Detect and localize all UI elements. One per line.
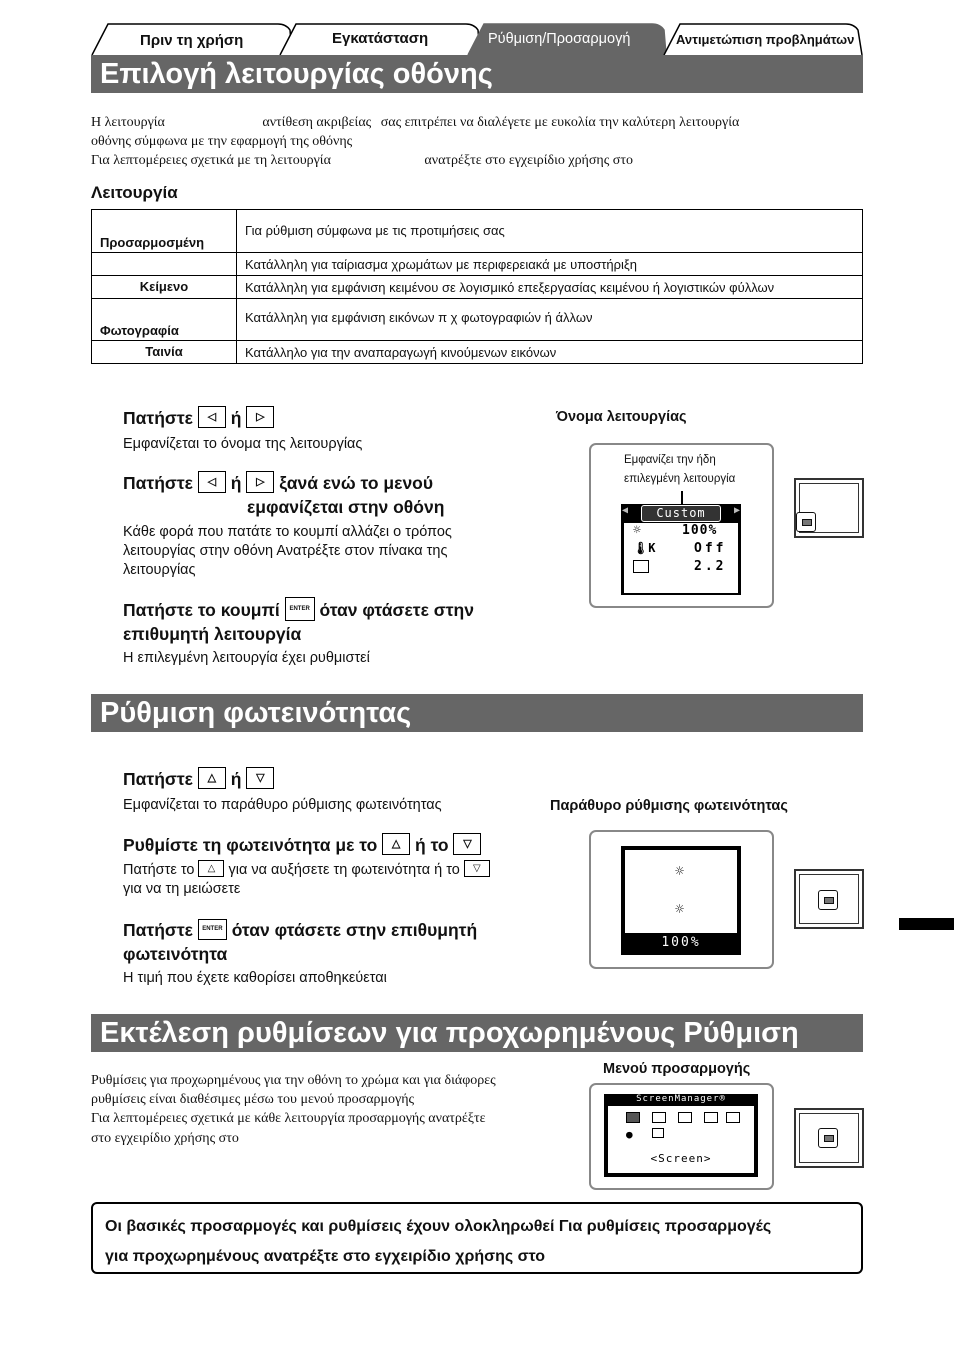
figure-label-mode-name: Όνομα λειτουργίας <box>556 409 687 425</box>
step3-desc: Η τιμή που έχετε καθορίσει αποθηκεύεται <box>123 970 387 986</box>
mode-name <box>92 253 237 276</box>
gamma-icon <box>633 560 649 573</box>
section-title-advanced: Εκτέλεση ρυθμίσεων για προχωρημένους Ρύθμιση <box>91 1014 863 1052</box>
temperature-icon: 🌡K <box>633 541 656 555</box>
osd-selected-item: <Screen> <box>650 1152 712 1165</box>
osd-note-2: επιλεγμένη λειτουργία <box>624 473 736 485</box>
step2-desc-1: Κάθε φορά που πατάτε το κουμπί αλλάζει ο τρόπος <box>123 524 452 540</box>
mode-description: Για ρύθμιση σύμφωνα με τις προτιμήσεις σας <box>237 210 863 253</box>
figure-label-adjustment-menu: Μενού προσαρμογής <box>603 1061 751 1077</box>
osd-mode-screen <box>621 504 741 595</box>
mode-name: Φωτογραφία <box>92 299 237 341</box>
enter-button-icon <box>818 1128 838 1148</box>
table-row <box>92 299 863 341</box>
osd-temperature-value: Off <box>694 541 727 556</box>
step-text: ή <box>230 408 242 428</box>
step-text: ξανά ενώ το μενού <box>279 473 434 493</box>
down-key-icon: ▽ <box>453 833 481 855</box>
step-text: Πατήστε <box>123 920 193 940</box>
figure-label-brightness-window: Παράθυρο ρύθμισης φωτεινότητας <box>550 798 788 814</box>
section-marker <box>899 918 954 930</box>
intro-line-3 <box>91 151 633 170</box>
step2-title <box>123 472 433 495</box>
intro-line-1 <box>91 113 739 132</box>
step-text: Πατήστε <box>123 473 193 493</box>
step-text: Πατήστε το κουμπί <box>123 600 280 620</box>
mode-table <box>91 209 863 364</box>
intro-text: Η λειτουργία <box>91 115 165 130</box>
step2-desc-2: για να τη μειώσετε <box>123 881 241 897</box>
left-key-icon: ◁ <box>198 471 226 493</box>
step2-desc-2: λειτουργίας στην οθόνη Ανατρέξτε στον πίνακα της <box>123 543 448 559</box>
screen-icon <box>626 1112 640 1123</box>
intro-text: σας επιτρέπει να διαλέγετε με ευκολία την καλύτερη λειτουργία <box>380 115 740 130</box>
note-line-1: Οι βασικές προσαρμογές και ρυθμίσεις έχουν ολοκληρωθεί Για ρυθμίσεις προσαρμογές <box>105 1218 772 1235</box>
tab-before-use[interactable]: Πριν τη χρήση <box>140 32 244 49</box>
osd-right-arrow-icon: ▶ <box>733 505 740 516</box>
tab-settings-adjustment[interactable]: Ρύθμιση/Προσαρμογή <box>488 31 631 47</box>
osd-brightness-value: 100% <box>682 523 718 538</box>
step-text: Ρυθμίστε τη φωτεινότητα με το <box>123 835 378 855</box>
powersave-icon <box>678 1112 692 1123</box>
osd-brightness-value: 100% <box>661 935 701 950</box>
step-text: για να αυξήσετε τη φωτεινότητα ή το <box>228 862 460 878</box>
step3-title-line2: επιθυμητή λειτουργία <box>123 624 302 644</box>
mode-name: Προσαρμοσμένη <box>92 210 237 253</box>
step-text: Πατήστε <box>123 769 193 789</box>
step-text: ή <box>230 473 242 493</box>
brightness-area <box>625 850 737 933</box>
control-button-icon <box>818 890 838 910</box>
osd-mode-name: Custom <box>641 505 721 522</box>
tab-installation[interactable]: Εγκατάσταση <box>332 30 429 47</box>
intro-text: ανατρέξτε στο εγχειρίδιο χρήσης στο <box>424 153 633 168</box>
mode-name: Κείμενο <box>92 276 237 299</box>
brightness-panel <box>589 830 774 969</box>
adjustment-panel <box>589 1083 774 1190</box>
mode-button-icon <box>796 512 816 532</box>
step2-desc-1 <box>123 861 490 880</box>
language-icon: ● <box>626 1128 633 1141</box>
table-row <box>92 210 863 253</box>
table-row <box>92 276 863 299</box>
step3-title <box>123 919 477 942</box>
intro-text: Για λεπτομέρειες σχετικά με τη λειτουργία <box>91 153 331 168</box>
table-row <box>92 341 863 364</box>
osd-screenmanager <box>604 1094 758 1177</box>
step3-title <box>123 599 474 623</box>
up-key-icon: △ <box>382 833 410 855</box>
step2-title-line2: εμφανίζεται στην οθόνη <box>247 497 445 517</box>
osd-panel <box>589 443 774 608</box>
advanced-para-1: Ρυθμίσεις για προχωρημένους για την οθόνη το χρώμα και για διάφορες <box>91 1073 496 1088</box>
step1-title <box>123 768 274 791</box>
brightness-icon: ☼ <box>675 862 685 880</box>
right-key-icon: ▷ <box>246 471 274 493</box>
osd-title: ScreenManager® <box>636 1094 726 1104</box>
mode-description: Κατάλληλη για εμφάνιση εικόνων π χ φωτογραφιών ή άλλων <box>237 299 863 341</box>
information-icon <box>726 1112 740 1123</box>
step-text: όταν φτάσετε στην επιθυμητή <box>231 920 478 940</box>
down-key-icon: ▽ <box>464 860 490 877</box>
enter-key-icon: ENTER <box>285 597 315 621</box>
completion-note <box>91 1202 863 1274</box>
tab-shapes <box>0 0 954 60</box>
mode-name: Ταινία <box>92 341 237 364</box>
mode-description: Κατάλληλη για εμφάνιση κειμένου σε λογισμικό επεξεργασίας κειμένου ή λογιστικών φύλλων <box>237 276 863 299</box>
intro-text: αντίθεση ακριβείας <box>262 115 372 130</box>
osd-brightness-screen <box>621 846 741 955</box>
others-icon <box>704 1112 718 1123</box>
step-text: ή <box>230 769 242 789</box>
brightness-icon: ☼ <box>633 523 641 538</box>
down-key-icon: ▽ <box>246 767 274 789</box>
step-text: όταν φτάσετε στην <box>319 600 474 620</box>
advanced-para-2: ρυθμίσεις είναι διαθέσιμες μέσω του μενού προσαρμογής <box>91 1092 415 1107</box>
tab-troubleshooting[interactable]: Αντιμετώπιση προβλημάτων <box>676 32 855 47</box>
step3-desc: Η επιλεγμένη λειτουργία έχει ρυθμιστεί <box>123 650 370 666</box>
osd-gamma-value: 2.2 <box>694 559 727 574</box>
step1-title <box>123 407 274 430</box>
osd-note-1: Εμφανίζει την ήδη <box>624 454 716 466</box>
osd-values <box>624 523 738 593</box>
table-heading: Λειτουργία <box>91 183 178 202</box>
step-text: Πατήστε <box>123 408 193 428</box>
osd-left-arrow-icon: ◀ <box>622 505 629 516</box>
step2-desc-3: λειτουργίας <box>123 562 196 578</box>
enter-key-icon: ENTER <box>198 919 227 940</box>
osd-menu-area <box>608 1106 754 1173</box>
step-text: Πατήστε το <box>123 862 195 878</box>
step2-title <box>123 834 481 857</box>
step1-desc: Εμφανίζεται το όνομα της λειτουργίας <box>123 436 363 452</box>
step3-title-line2: φωτεινότητα <box>123 944 228 964</box>
step-text: ή το <box>415 835 449 855</box>
table-row <box>92 253 863 276</box>
right-key-icon: ▷ <box>246 406 274 428</box>
up-key-icon: △ <box>198 860 224 877</box>
advanced-para-4: στο εγχειρίδιο χρήσης στο <box>91 1131 239 1146</box>
exit-icon <box>652 1128 664 1138</box>
intro-line-2: οθόνης σύμφωνα με την εφαρμογή της οθόνης <box>91 134 353 149</box>
pointer-line <box>681 491 683 505</box>
left-key-icon: ◁ <box>198 406 226 428</box>
advanced-para-3: Για λεπτομέρειες σχετικά με κάθε λειτουργία προσαρμογής ανατρέξτε <box>91 1111 486 1126</box>
mode-description: Κατάλληλη για ταίριασμα χρωμάτων με περιφερειακά με υποστήριξη <box>237 253 863 276</box>
mode-description: Κατάλληλο για την αναπαραγωγή κινούμενων εικόνων <box>237 341 863 364</box>
section-title-display-mode: Επιλογή λειτουργίας οθόνης <box>91 55 863 93</box>
section-title-brightness: Ρύθμιση φωτεινότητας <box>91 694 863 732</box>
up-key-icon: △ <box>198 767 226 789</box>
note-line-2: για προχωρημένους ανατρέξτε στο εγχειρίδιο χρήσης στο <box>105 1248 546 1265</box>
brightness-icon: ☼ <box>675 900 685 918</box>
step1-desc: Εμφανίζεται το παράθυρο ρύθμισης φωτεινότητας <box>123 797 442 813</box>
color-icon <box>652 1112 666 1123</box>
